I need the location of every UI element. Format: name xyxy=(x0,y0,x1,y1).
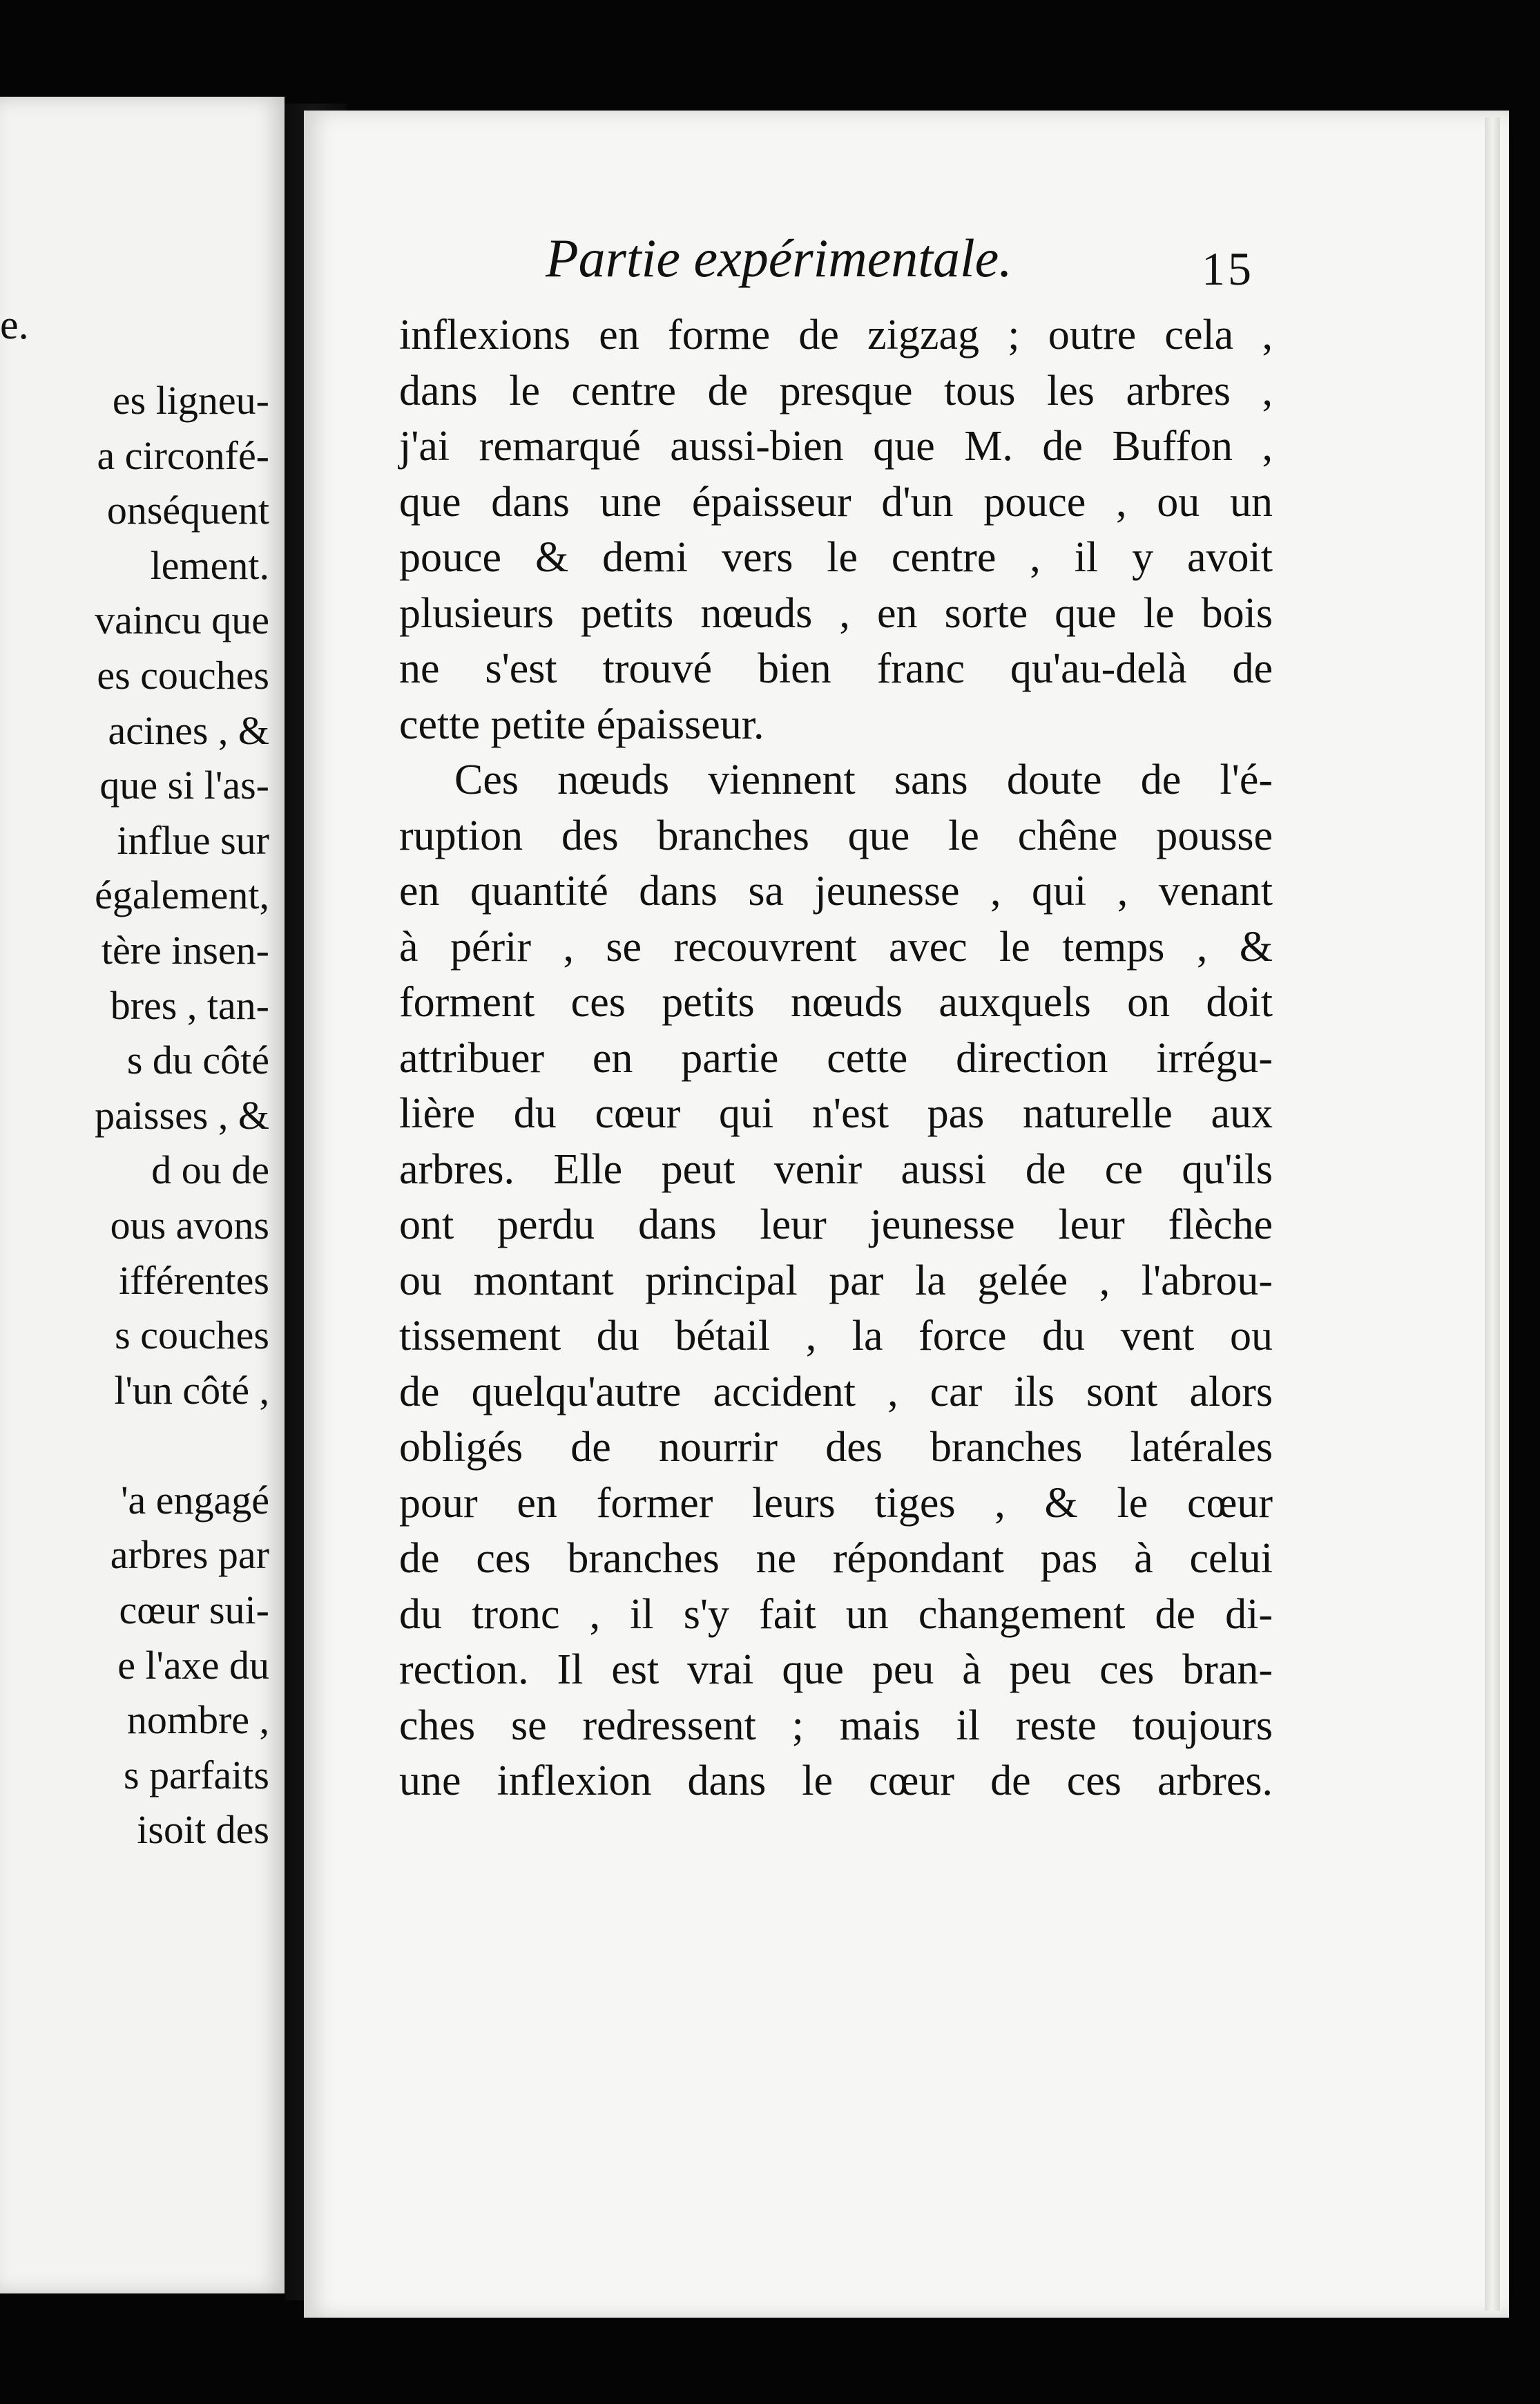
text-line: forment ces petits nœuds auxquels on doit xyxy=(399,979,1273,1026)
left-line: bres , tan- xyxy=(110,982,269,1028)
left-line: s couches xyxy=(115,1313,269,1358)
left-line: vaincu que xyxy=(95,598,269,643)
text-line: tissement du bétail , la force du vent ou xyxy=(399,1313,1273,1360)
left-line: onséquent xyxy=(106,488,269,533)
text-line: pouce & demi vers le centre , il y avoit xyxy=(399,534,1273,581)
text-line: ne s'est trouvé bien franc qu'au-delà de xyxy=(399,645,1273,692)
left-line: isoit des xyxy=(137,1807,269,1853)
left-line: lement. xyxy=(150,542,269,588)
left-line: nombre , xyxy=(126,1697,269,1743)
text-line: ches se redressent ; mais il reste toujours xyxy=(399,1701,1273,1749)
text-line: obligés de nourrir des branches latérales xyxy=(399,1424,1273,1471)
left-line: es ligneu- xyxy=(112,378,269,423)
left-page-top-mark: e. xyxy=(0,302,29,347)
page-number: 15 xyxy=(1202,242,1254,295)
text-line: j'ai remarqué aussi-bien que M. de Buffon , xyxy=(399,423,1273,470)
left-line: arbres par xyxy=(110,1532,269,1578)
left-line: 'a engagé xyxy=(121,1477,269,1523)
left-line: e l'axe du xyxy=(117,1642,269,1688)
left-page-text xyxy=(95,373,269,1858)
text-line: lière du cœur qui n'est pas naturelle aux xyxy=(399,1090,1273,1137)
left-line: a circonfé- xyxy=(97,432,269,478)
text-line: cette petite épaisseur. xyxy=(399,700,764,748)
body-text xyxy=(399,307,1273,1809)
left-line: que si l'as- xyxy=(99,763,269,808)
left-page xyxy=(0,97,285,2293)
page-edge xyxy=(1485,117,1500,2311)
text-line: arbres. Elle peut venir aussi de ce qu'ils xyxy=(399,1145,1273,1193)
text-line: de ces branches ne répondant pas à celui xyxy=(399,1535,1273,1582)
left-line: l'un côté , xyxy=(114,1367,269,1413)
left-line-gap xyxy=(95,1418,269,1473)
left-line: paisses , & xyxy=(95,1092,269,1138)
text-line: attribuer en partie cette direction irrégu- xyxy=(399,1034,1273,1082)
text-line: Ces nœuds viennent sans doute de l'é- xyxy=(454,756,1273,803)
left-line: cœur sui- xyxy=(119,1587,269,1633)
left-line: es couches xyxy=(97,652,269,698)
text-line: dans le centre de presque tous les arbres , xyxy=(399,367,1273,414)
running-head: Partie expérimentale. xyxy=(546,228,1012,288)
left-line: influe sur xyxy=(117,817,269,863)
left-line: d ou de xyxy=(151,1147,269,1193)
text-line: pour en former leurs tiges , & le cœur xyxy=(399,1479,1273,1527)
text-line: de quelqu'autre accident , car ils sont alors xyxy=(399,1368,1273,1415)
left-line: s du côté xyxy=(126,1038,269,1083)
left-line: acines , & xyxy=(108,707,269,753)
left-line: également, xyxy=(95,872,269,918)
left-line: tère insen- xyxy=(101,927,269,973)
text-line: ou montant principal par la gelée , l'abrou- xyxy=(399,1257,1273,1304)
text-line: ont perdu dans leur jeunesse leur flèche xyxy=(399,1201,1273,1248)
text-line: ruption des branches que le chêne pousse xyxy=(399,812,1273,859)
text-line: plusieurs petits nœuds , en sorte que le bois xyxy=(399,589,1273,637)
text-line: à périr , se recouvrent avec le temps , & xyxy=(399,923,1273,971)
text-line: du tronc , il s'y fait un changement de di- xyxy=(399,1590,1273,1638)
left-line: s parfaits xyxy=(124,1752,269,1797)
left-line: ifférentes xyxy=(119,1257,269,1303)
left-line: ous avons xyxy=(110,1202,269,1248)
text-line: inflexions en forme de zigzag ; outre cela , xyxy=(399,312,1273,359)
text-line: une inflexion dans le cœur de ces arbres. xyxy=(399,1757,1273,1804)
text-line: que dans une épaisseur d'un pouce , ou un xyxy=(399,478,1273,526)
text-line: rection. Il est vrai que peu à peu ces bran- xyxy=(399,1646,1273,1693)
text-line: en quantité dans sa jeunesse , qui , venant xyxy=(399,868,1273,915)
